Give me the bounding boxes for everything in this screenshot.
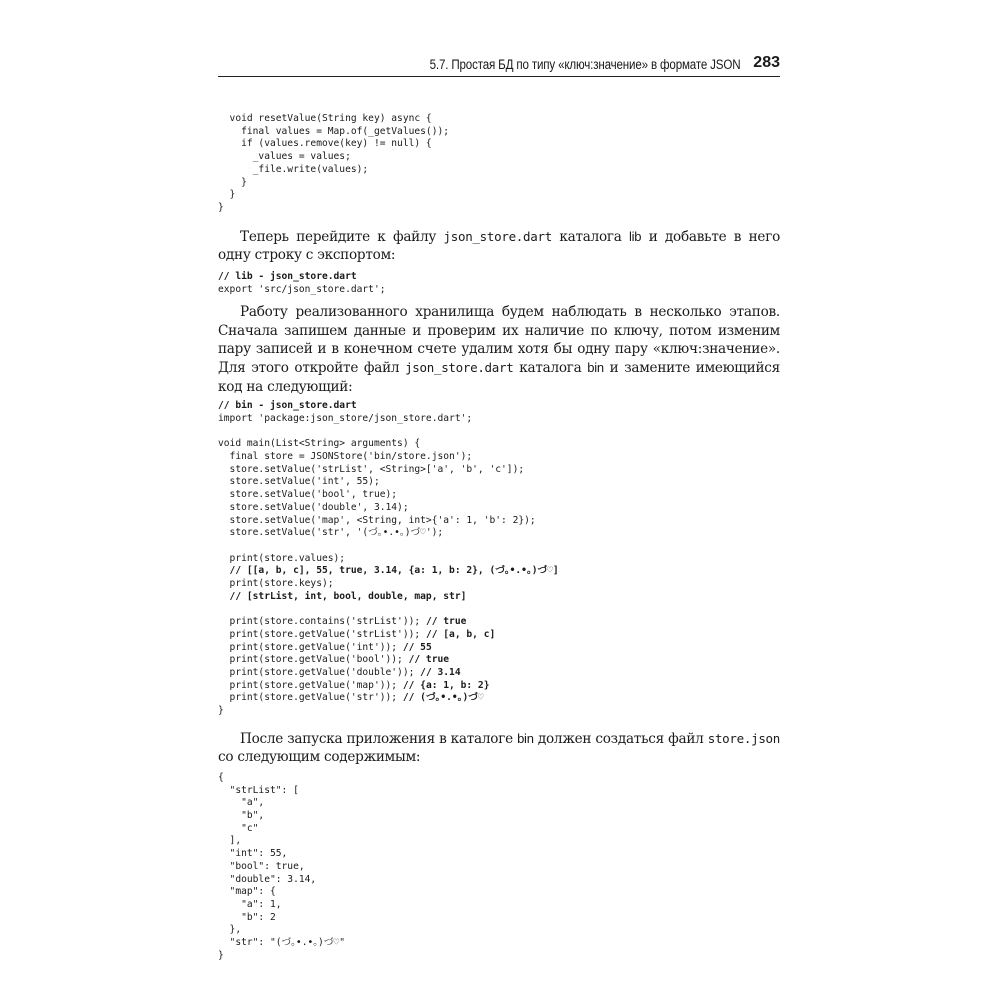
code-comment: // true [425,616,467,628]
inline-dir: lib [629,228,642,244]
inline-dir: bin [587,360,604,375]
text: После запуска приложения в каталоге [240,730,518,747]
text: каталога [513,360,588,376]
code-line: print(store.getValue('bool')); [218,654,409,666]
code-block-reset-value [218,113,780,215]
page-content [218,113,780,963]
code-line: store.setValue('str', '(づ｡•.•｡)づ♡'); [218,527,444,539]
code-comment: // (づ｡•.•｡)づ♡ [402,692,484,704]
text: должен создаться файл [533,730,708,747]
code-line: void resetValue(String key) async { [218,113,432,124]
text: Работу реализованного хранилища будем наблюдать в несколько этапов. Сначала запишем данные и проверим их наличие по ключу, потом изменим пару записей и в конечном счете удалим хотя бы одну пару «ключ:значение». Для этого откройте файл [218,304,780,376]
text: и добавьте в него одну строку с экспортом: [218,228,781,264]
code-line: "str": "(づ｡•.•｡)づ♡" [218,937,345,949]
code-comment: // 55 [402,641,432,653]
inline-code: store.json [707,730,780,746]
code-comment: // {a: 1, b: 2} [402,679,490,691]
code-line: print(store.getValue('double')); [218,666,421,678]
code-line: export 'src/json_store.dart'; [218,283,386,295]
code-comment: // [[a, b, c], 55, true, 3.14, {a: 1, b: 2}, (づ｡•.•｡)づ♡] [218,565,559,577]
code-comment: // bin - json_store.dart [218,400,357,412]
code-line: } [218,949,224,961]
code-block-store-json [218,772,780,963]
paragraph-stages [218,303,780,396]
book-page [218,46,780,963]
running-header [218,46,780,77]
code-line: store.setValue('bool', true); [218,489,398,501]
code-comment: // [strList, int, bool, double, map, str] [218,590,467,602]
inline-code: json_store.dart [405,360,514,375]
code-line: _file.write(values); [218,163,369,175]
code-line: print(store.getValue('str')); [218,692,403,704]
code-line: print(store.keys); [218,578,334,590]
code-line: }, [218,924,242,936]
code-line: store.setValue('strList', <String>['a', 'b', 'c']); [218,463,525,475]
code-line: "b", [218,810,265,822]
code-line: import 'package:json_store/json_store.dart'; [218,412,473,424]
code-line: ], [218,835,242,847]
code-line: store.setValue('double', 3.14); [218,501,409,513]
text: Теперь перейдите к файлу [240,228,444,245]
code-line: "a": 1, [218,898,282,910]
paragraph-result [218,730,780,767]
code-line: "b": 2 [218,911,276,923]
code-line: } [218,176,247,188]
code-comment: // true [408,654,450,666]
code-comment: // 3.14 [420,666,461,678]
code-line: final store = JSONStore('bin/store.json'); [218,451,473,462]
code-line: "c" [218,822,259,834]
code-line: print(store.getValue('int')); [218,641,403,653]
code-line: "map": { [218,886,276,898]
code-line: void main(List<String> arguments) { [218,438,421,450]
text: и замените имеющийся код на следующий: [218,360,780,395]
text: каталога [551,228,630,245]
code-line: "strList": [ [218,784,299,796]
code-line: } [218,189,236,201]
code-line: print(store.getValue('map')); [218,679,403,691]
code-line: store.setValue('int', 55); [218,476,380,488]
inline-code: json_store.dart [443,228,552,244]
code-line: "int": 55, [218,848,288,860]
inline-dir: bin [517,730,534,746]
code-line: "bool": true, [218,860,305,872]
code-block-main [218,400,780,718]
code-line: print(store.getValue('strList')); [218,628,426,640]
code-block-lib-export [218,271,780,296]
code-line: "a", [218,797,265,809]
code-line: final values = Map.of(_getValues()); [218,125,450,137]
code-line: } [218,201,224,213]
code-line: "double": 3.14, [218,873,317,885]
code-line: { [218,771,224,783]
page-number: 283 [753,54,780,71]
code-comment: // lib - json_store.dart [218,270,357,282]
code-line: print(store.contains('strList')); [218,616,426,628]
code-line: _values = values; [218,151,351,163]
section-title: 5.7. Простая БД по типу «ключ:значение» в формате JSON [429,57,740,72]
paragraph-export [218,228,780,265]
code-line: store.setValue('map', <String, int>{'a': 1, 'b': 2}); [218,514,536,526]
code-line: print(store.values); [218,552,346,564]
text: со следующим содержимым: [218,749,421,766]
code-comment: // [a, b, c] [425,628,496,640]
code-line: if (values.remove(key) != null) { [218,138,432,150]
code-line: } [218,705,224,717]
